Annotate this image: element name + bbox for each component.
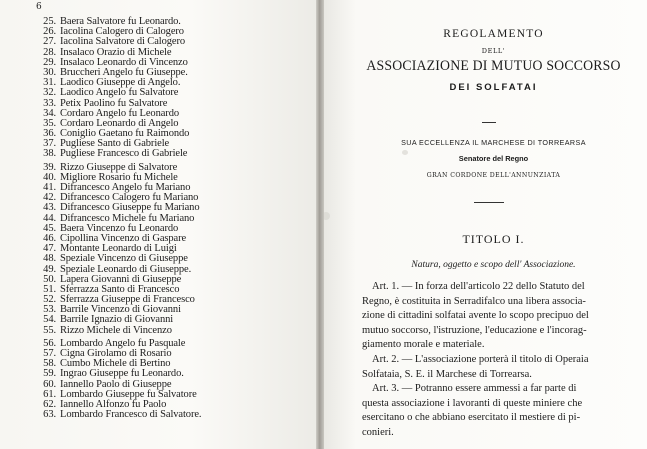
dedication-line3: GRAN CORDONE DELL'ANNUNZIATA bbox=[426, 172, 561, 179]
dedication-line1: SUA ECCELLENZA IL MARCHESE DI TORREARSA bbox=[401, 138, 586, 147]
member-name: Pugliese Santo di Gabriele bbox=[60, 138, 170, 150]
member-name: Speziale Vincenzo di Giuseppe bbox=[60, 253, 188, 265]
body-line: questa associazione i lavoranti di queste miniere che bbox=[362, 397, 583, 409]
member-number: 40. bbox=[43, 171, 56, 183]
body-line: mutuo soccorso, l'istruzione, l'educazione e l'incorag- bbox=[362, 324, 587, 336]
book-gutter bbox=[316, 0, 324, 449]
member-entry bbox=[34, 326, 314, 336]
member-name: Speziale Leonardo di Giuseppe. bbox=[60, 263, 192, 275]
member-name: Montante Leonardo di Luigi bbox=[60, 243, 177, 255]
member-name: Insalaco Leonardo di Vincenzo bbox=[60, 56, 188, 68]
member-name: Cordaro Leonardo di Angelo bbox=[60, 117, 179, 129]
title-page bbox=[324, 0, 647, 449]
member-entry bbox=[34, 149, 314, 159]
member-name: Lapera Giovanni di Giuseppe bbox=[60, 273, 182, 285]
member-name: Sferrazza Giuseppe di Francesco bbox=[60, 294, 195, 306]
member-number: 33. bbox=[43, 97, 56, 109]
member-name: Lombardo Giuseppe fu Salvatore bbox=[60, 388, 197, 400]
member-number: 43. bbox=[43, 202, 56, 214]
member-number: 45. bbox=[43, 222, 56, 234]
member-name: Difrancesco Angelo fu Mariano bbox=[60, 182, 191, 193]
member-name: Difrancesco Giuseppe fu Mariano bbox=[60, 202, 200, 214]
member-name: Rizzo Michele di Vincenzo bbox=[60, 324, 172, 336]
body-line: conieri. bbox=[362, 426, 394, 438]
member-number: 31. bbox=[43, 77, 56, 89]
member-number: 48. bbox=[43, 253, 56, 265]
body-line: Art. 1. — In forza dell'articolo 22 dello Statuto del bbox=[372, 281, 585, 292]
member-name: Cordaro Angelo fu Leonardo bbox=[60, 107, 179, 119]
member-name: Barrile Ignazio di Giovanni bbox=[60, 314, 174, 326]
member-name: Pugliese Francesco di Gabriele bbox=[60, 148, 188, 160]
member-number: 27. bbox=[43, 36, 56, 48]
left-page bbox=[0, 0, 318, 449]
member-number: 35. bbox=[43, 117, 56, 129]
member-number: 42. bbox=[43, 192, 56, 204]
member-number: 52. bbox=[43, 294, 56, 306]
member-number: 51. bbox=[43, 283, 56, 295]
member-number: 57. bbox=[43, 348, 56, 359]
member-name: Baera Vincenzo fu Leonardo bbox=[60, 222, 179, 234]
member-name: Difrancesco Calogero fu Mariano bbox=[60, 192, 199, 204]
member-number: 39. bbox=[43, 161, 56, 173]
member-name: Iannello Alfonzo fu Paolo bbox=[60, 398, 167, 410]
member-name: Bruccheri Angelo fu Giuseppe. bbox=[60, 66, 188, 78]
member-number: 61. bbox=[43, 388, 56, 400]
member-number: 62. bbox=[43, 398, 56, 410]
heading-regolamento: REGOLAMENTO bbox=[443, 28, 544, 40]
body-line: esercitano o che abbiano esercitato il mestiere di pi- bbox=[362, 412, 581, 424]
body-line: Solfataia, S. E. il Marchese di Torrearsa. bbox=[362, 368, 532, 380]
member-entry bbox=[34, 410, 314, 420]
member-name: Barrile Vincenzo di Giovanni bbox=[60, 304, 181, 316]
member-name: Insalaco Orazio di Michele bbox=[60, 46, 172, 58]
member-name: Cumbo Michele di Bertino bbox=[60, 358, 171, 370]
regulation-body bbox=[362, 280, 637, 441]
dedication-line2: Senatore del Regno bbox=[458, 154, 529, 163]
section-subtitle: Natura, oggetto e scopo dell' Associazione. bbox=[411, 260, 576, 270]
member-name: Baera Salvatore fu Leonardo. bbox=[60, 16, 181, 27]
member-number: 38. bbox=[43, 148, 56, 160]
body-line: Art. 3. — Potranno essere ammessi a far parte di bbox=[372, 383, 577, 395]
member-number: 25. bbox=[43, 16, 56, 27]
member-name: Migliore Rosario fu Michele bbox=[60, 171, 178, 183]
member-name: Iannello Paolo di Giuseppe bbox=[60, 378, 172, 390]
heading-associazione: ASSOCIAZIONE DI MUTUO SOCCORSO bbox=[366, 58, 621, 74]
member-list bbox=[34, 17, 314, 420]
member-number: 41. bbox=[43, 182, 56, 193]
member-number: 58. bbox=[43, 358, 56, 370]
member-number: 56. bbox=[43, 337, 56, 349]
member-name: Coniglio Gaetano fu Raimondo bbox=[60, 128, 190, 140]
member-name: Laodico Angelo fu Salvatore bbox=[60, 87, 179, 99]
divider-rule bbox=[474, 202, 504, 203]
member-number: 46. bbox=[43, 232, 56, 244]
member-number: 28. bbox=[43, 46, 56, 58]
member-number: 54. bbox=[43, 314, 56, 326]
body-line: zione di cittadini solfatai avente lo scopo precipuo del bbox=[362, 310, 589, 322]
member-number: 44. bbox=[43, 212, 56, 224]
member-number: 32. bbox=[43, 87, 56, 99]
member-name: Sferrazza Santo di Francesco bbox=[60, 283, 180, 295]
page-number: 6 bbox=[36, 2, 42, 12]
member-number: 26. bbox=[43, 26, 56, 38]
member-name: Lombardo Angelo fu Pasquale bbox=[60, 337, 186, 349]
body-line: Art. 2. — L'associazione porterà il titolo di Operaia bbox=[372, 353, 589, 365]
right-page bbox=[324, 0, 647, 449]
member-number: 36. bbox=[43, 128, 56, 140]
body-line: giamento morale e materiale. bbox=[362, 339, 485, 351]
member-number: 63. bbox=[43, 409, 56, 421]
member-number: 60. bbox=[43, 378, 56, 390]
member-name: Cigna Girolamo di Rosario bbox=[60, 348, 172, 359]
member-number: 37. bbox=[43, 138, 56, 150]
member-number: 49. bbox=[43, 263, 56, 275]
member-number: 47. bbox=[43, 243, 56, 255]
member-name: Lombardo Francesco di Salvatore. bbox=[60, 409, 202, 421]
member-name: Laodico Giuseppe di Angelo. bbox=[60, 77, 181, 89]
heading-solfatai: DEI SOLFATAI bbox=[449, 82, 538, 93]
member-name: Cipollina Vincenzo di Gaspare bbox=[60, 232, 187, 244]
member-number: 53. bbox=[43, 304, 56, 316]
member-name: Petix Paolino fu Salvatore bbox=[60, 97, 168, 109]
member-number: 29. bbox=[43, 56, 56, 68]
member-number: 30. bbox=[43, 66, 56, 78]
member-name: Rizzo Giuseppe di Salvatore bbox=[60, 161, 178, 173]
divider-rule bbox=[482, 122, 496, 123]
body-line: Regno, è costituita in Serradifalco una libera associa- bbox=[362, 295, 586, 307]
member-number: 55. bbox=[43, 324, 56, 336]
member-number: 59. bbox=[43, 368, 56, 380]
member-name: Iacolina Salvatore di Calogero bbox=[60, 36, 185, 48]
section-title: TITOLO I. bbox=[462, 232, 525, 246]
member-name: Difrancesco Michele fu Mariano bbox=[60, 212, 195, 224]
member-name: Ingrao Giuseppe fu Leonardo. bbox=[60, 368, 184, 380]
member-number: 34. bbox=[43, 107, 56, 119]
heading-dell: DELL' bbox=[481, 47, 506, 55]
member-name: Iacolina Calogero di Calogero bbox=[60, 26, 184, 38]
member-number: 50. bbox=[43, 273, 56, 285]
